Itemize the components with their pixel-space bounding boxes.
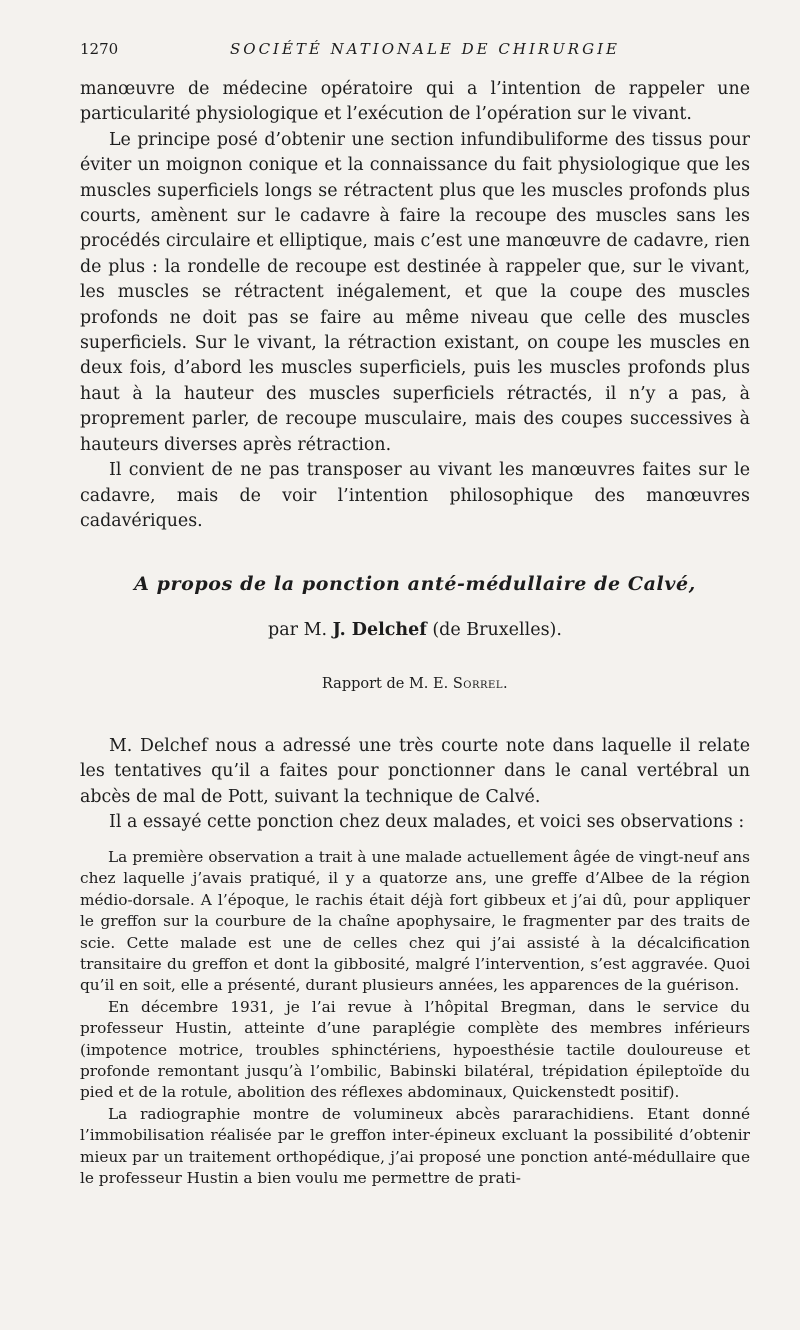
byline-prefix: par M. [268, 620, 328, 640]
page-number: 1270 [80, 40, 119, 58]
reporter-name: Sorrel. [452, 676, 509, 692]
body-paragraph: M. Delchef nous a adressé une très courte note dans laquelle il relate les tentatives qu’il a faites pour ponctionner dans le canal vertébral un abcès de mal de Pott, suivant la technique de Calvé. [80, 736, 750, 807]
intro-paragraph: Il convient de ne pas transposer au vivant les manœuvres faites sur le cadavre, mais de voir l’intention philosophique des manœuvres cadavériques. [80, 460, 750, 531]
body-paragraph: Il a essayé cette ponction chez deux malades, et voici ses observations : [109, 812, 745, 833]
report-body [80, 734, 750, 836]
author-affiliation: (de Bruxelles). [432, 620, 562, 640]
observation-paragraph: En décembre 1931, je l’ai revue à l’hôpital Bregman, dans le service du professeur Hustin, atteinte d’une paraplégie complète des membres inférieurs (impotence motrice, troubles sphinctériens, hypoesthésie tactile douloureuse et profonde remontant jusqu’à l’ombilic, Babinski bilatéral, trépidation épileptoïde du pied et de la rotule, abolition des réflexes abdominaux, Quickenstedt positif). [80, 997, 750, 1102]
intro-section [80, 77, 750, 534]
intro-paragraph: Le principe posé d’obtenir une section infundibuliforme des tissus pour éviter un moignon conique et la connaissance du fait physiologique que les muscles superficiels longs se rétractent plus que les muscles profonds plus courts, amènent sur le cadavre à faire la recoupe des muscles sans les procédés circulaire et elliptique, mais c’est une manœuvre de cadavre, rien de plus : la rondelle de recoupe est destinée à rappeler que, sur le vivant, les muscles se rétractent inégalement, et que la coupe des muscles profonds ne doit pas se faire au même niveau que celle des muscles superficiels. Sur le vivant, la rétraction existant, on coupe les muscles en deux fois, d’abord les muscles superficiels, puis les muscles profonds plus haut à la hauteur des muscles superficiels rétractés, il n’y a pas, à proprement parler, de recoupe musculaire, mais des coupes successives à hauteurs diverses après rétraction. [80, 129, 750, 455]
report-line [80, 676, 750, 692]
article-title: A propos de la ponction anté-médullaire de Calvé, [134, 573, 696, 595]
author-name: J. Delchef [332, 620, 427, 640]
article-byline [80, 620, 750, 640]
report-prefix: Rapport de M. E. [321, 676, 449, 692]
intro-paragraph: manœuvre de médecine opératoire qui a l’intention de rappeler une particularité physiologique et l’exécution de l’opération sur le vivant. [80, 79, 750, 125]
observation-paragraph: La radiographie montre de volumineux abcès pararachidiens. Etant donné l’immobilisation réalisée par le greffon inter-épineux excluant la possibilité d’obtenir mieux par un traitement orthopédique, j’ai proposé une ponction anté-médullaire que le professeur Hustin a bien voulu me permettre de prati- [80, 1104, 750, 1188]
observation-section [80, 847, 750, 1190]
observation-paragraph: La première observation a trait à une malade actuellement âgée de vingt-neuf ans chez laquelle j’avais pratiqué, il y a quatorze ans, une greffe d’Albee de la région médio-dorsale. A l’époque, le rachis était déjà fort gibbeux et j’ai dû, pour appliquer le greffon sur la courbure de la chaîne apophysaire, le fragmenter par des traits de scie. Cette malade est une de celles chez qui j’ai assisté à la décalcification transitaire du greffon et dont la gibbosité, malgré l’intervention, s’est aggravée. Quoi qu’il en soit, elle a présenté, durant plusieurs années, les apparences de la guérison. [80, 848, 750, 995]
running-title: SOCIÉTÉ NATIONALE DE CHIRURGIE [230, 40, 620, 58]
